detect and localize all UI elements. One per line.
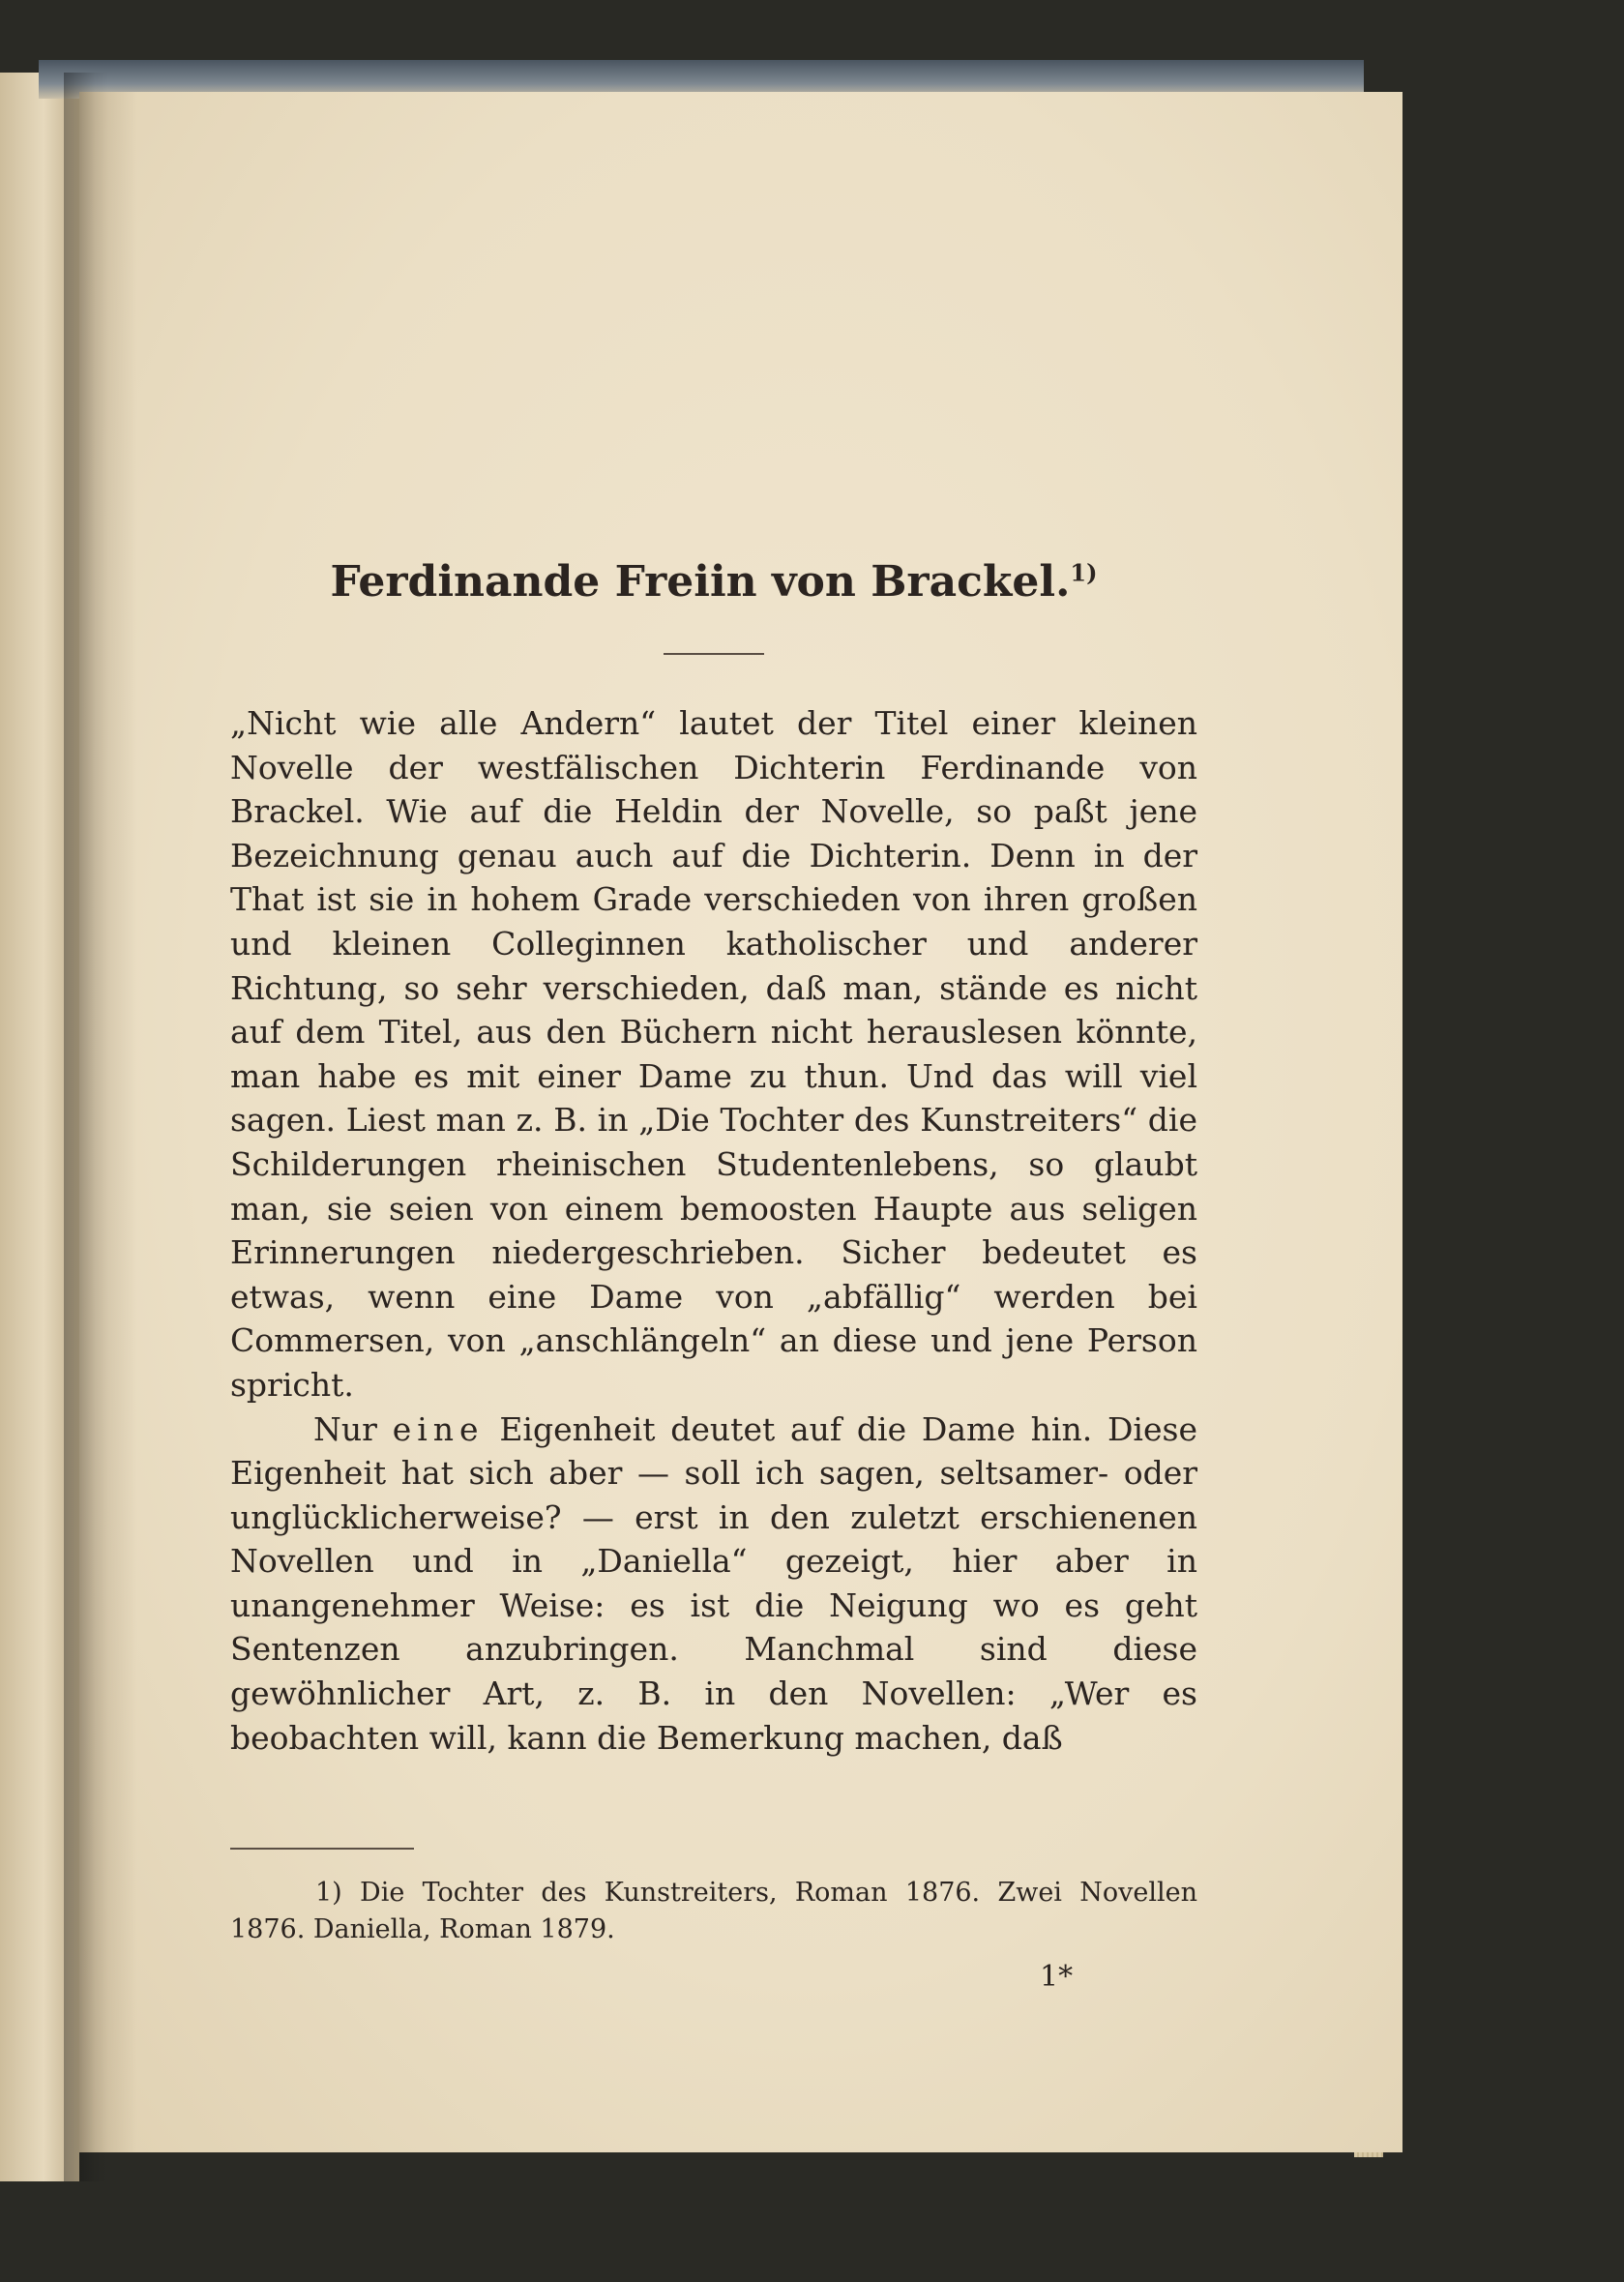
paragraph-2-rest: Eigenheit deutet auf die Dame hin. Diese Eigenheit hat sich aber — soll ich sagen, seltsamer- oder unglücklicherweise? — erst in den zuletzt erschienenen Novellen und in „Daniella“ gezeigt, hier aber in unangenehmer Weise: es ist die Neigung wo es geht Sentenzen anzubringen. Manchmal sind diese gewöhnlicher Art, z. B. in den Novellen: „Wer es beobachten will, kann die Bemerkung machen, daß bbox=[230, 1409, 1197, 1757]
body-text bbox=[230, 701, 1197, 1760]
signature-mark: 1* bbox=[1040, 1960, 1074, 1994]
paragraph-1 bbox=[230, 701, 1197, 1408]
footnote bbox=[230, 1875, 1197, 1948]
footnote-text: Die Tochter des Kunstreiters, Roman 1876. Zwei Novellen 1876. Daniella, Roman 1879. bbox=[230, 1878, 1197, 1944]
chapter-title bbox=[230, 557, 1197, 607]
paragraph-1-text: „Nicht wie alle Andern“ lautet der Titel einer kleinen Novelle der westfälischen Dichterin Ferdinande von Brackel. Wie auf die Heldin der Novelle, so paßt jene Bezeichnung genau auch auf die Dichterin. Denn in der That ist sie in hohem Grade verschieden von ihren großen und kleinen Colleginnen katholischer und anderer Richtung, so sehr verschieden, daß man, stände es nicht auf dem Titel, aus den Büchern nicht herauslesen könnte, man habe es mit einer Dame zu thun. Und das will viel sagen. Liest man z. B. in „Die Tochter des Kunstreiters“ die Schilderungen rheinischen Studentenlebens, so glaubt man, sie seien von einem bemoosten Haupte aus seligen Erinnerungen niedergeschrieben. Sicher bedeutet es etwas, wenn eine Dame von „abfällig“ werden bei Commersen, von „anschlängeln“ an diese und jene Person spricht. bbox=[230, 704, 1197, 1404]
title-rule bbox=[664, 653, 764, 655]
paragraph-2-start: Nur bbox=[313, 1409, 377, 1448]
paragraph-2-spaced-word: eine bbox=[392, 1409, 485, 1448]
footnote-marker: 1) bbox=[315, 1878, 342, 1908]
title-text: Ferdinande Freiin von Brackel. bbox=[330, 557, 1071, 607]
gutter-shadow bbox=[79, 92, 137, 2152]
paragraph-2 bbox=[230, 1408, 1197, 1761]
footnote-rule bbox=[230, 1848, 414, 1850]
title-footnote-marker: 1) bbox=[1070, 558, 1098, 587]
